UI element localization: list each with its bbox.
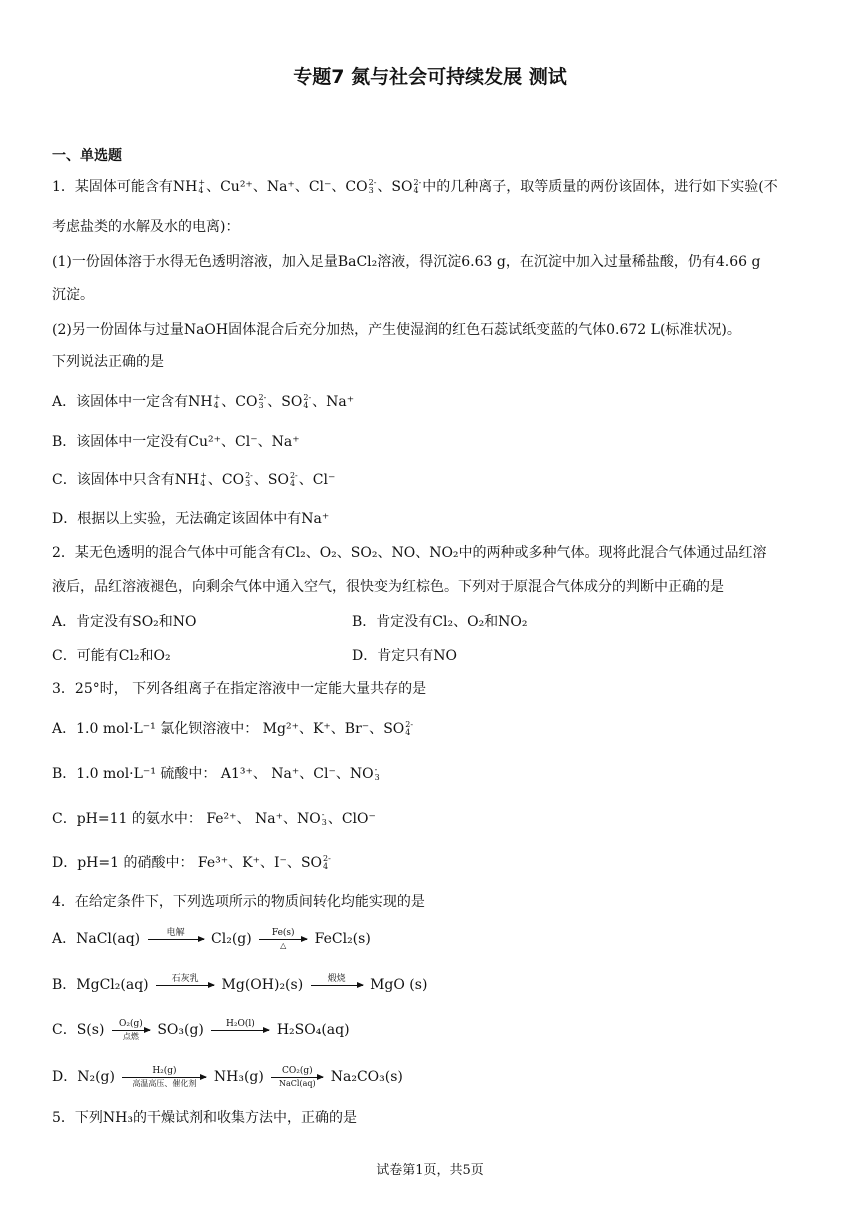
q1-option-a[interactable]: A．该固体中一定含有NH + 4 、CO 2- 3 、SO 2- 4 、Na⁺ <box>52 393 355 410</box>
ion-co3: CO 2- 3 <box>221 471 253 488</box>
section-heading: 一、单选题 <box>52 148 122 164</box>
q3-option-c[interactable]: C．pH=11 的氨水中： Fe²⁺、 Na⁺、NO - 3 、ClO⁻ <box>52 810 376 827</box>
q1-option-b[interactable]: B．该固体中一定没有Cu²⁺、Cl⁻、Na⁺ <box>52 434 300 450</box>
ion-cl: Cl⁻ <box>308 179 332 195</box>
reaction-arrow: 电解 <box>148 928 204 950</box>
q4-option-b[interactable]: B．MgCl₂(aq) 石灰乳 Mg(OH)₂(s) 煅烧 MgO (s) <box>52 974 427 996</box>
q1-option-c[interactable]: C．该固体中只含有NH + 4 、CO 2- 3 、SO 2- 4 、Cl⁻ <box>52 471 336 488</box>
ion-co3: CO 2- 3 <box>345 178 377 195</box>
ion-cu: Cu²⁺ <box>220 179 253 195</box>
ion-so4: SO 2- 4 <box>267 471 298 488</box>
q2-stem-line2: 液后，品红溶液褪色，向剩余气体中通入空气，很快变为红棕色。下列对于原混合气体成分的判断中正确的是 <box>52 579 724 595</box>
reaction-arrow: 煅烧 <box>311 974 363 996</box>
reaction-arrow: H₂(g) 高温高压、催化剂 <box>122 1066 206 1088</box>
q2-option-d[interactable]: D．肯定只有NO <box>352 648 457 664</box>
ion-so4: SO 2- 4 <box>281 393 312 410</box>
q1-stem-b: 中的几种离子，取等质量的两份该固体，进行如下实验(不 <box>422 179 778 195</box>
ion-so4: SO 2- 4 <box>383 720 414 737</box>
q2-stem-line1: 2．某无色透明的混合气体中可能含有Cl₂、O₂、SO₂、NO、NO₂中的两种或多种气体。现将此混合气体通过品红溶 <box>52 545 767 561</box>
q1-stem-a: 1．某固体可能含有 <box>52 179 173 195</box>
q3-option-b[interactable]: B．1.0 mol·L⁻¹ 硫酸中： A1³⁺、 Na⁺、Cl⁻、NO - 3 <box>52 765 380 782</box>
ion-na: Na⁺ <box>266 179 295 195</box>
q1-stem-line4: 沉淀。 <box>52 287 94 303</box>
q4-option-d[interactable]: D．N₂(g) H₂(g) 高温高压、催化剂 NH₃(g) CO₂(g) NaCl(aq) Na₂CO₃(s) <box>52 1066 403 1088</box>
page-title: 专题7 氮与社会可持续发展 测试 <box>293 66 567 88</box>
reaction-arrow: 石灰乳 <box>156 974 214 996</box>
q2-option-b[interactable]: B．肯定没有Cl₂、O₂和NO₂ <box>352 614 528 630</box>
reaction-arrow: CO₂(g) NaCl(aq) <box>271 1066 323 1088</box>
reaction-arrow: H₂O(l) <box>211 1019 269 1041</box>
q1-stem-line1: 1．某固体可能含有NH + 4 、Cu²⁺、Na⁺、Cl⁻、CO 2- 3 、SO 2- 4 中的几种离子，取等质量的两份该固体，进行如下实验(不 <box>52 178 778 195</box>
q1-stem-line5: (2)另一份固体与过量NaOH固体混合后充分加热，产生使湿润的红色石蕊试纸变蓝的气体0.672 L(标准状况)。 <box>52 322 741 338</box>
ion-nh4: NH + 4 <box>174 471 207 488</box>
q5-stem: 5．下列NH₃的干燥试剂和收集方法中，正确的是 <box>52 1110 357 1126</box>
ion-nh4: NH + 4 <box>188 393 221 410</box>
ion-nh4: NH + 4 <box>172 178 206 195</box>
q1-option-d[interactable]: D．根据以上实验，无法确定该固体中有Na⁺ <box>52 511 330 527</box>
ion-so4: SO 2- 4 <box>391 178 422 195</box>
q2-option-c[interactable]: C．可能有Cl₂和O₂ <box>52 648 171 664</box>
q4-option-c[interactable]: C．S(s) O₂(g) 点燃 SO₃(g) H₂O(l) H₂SO₄(aq) <box>52 1019 350 1041</box>
q1-stem-line3: (1)一份固体溶于水得无色透明溶液，加入足量BaCl₂溶液，得沉淀6.63 g，在沉淀中加入过量稀盐酸，仍有4.66 g <box>52 254 761 270</box>
ion-so4: SO 2- 4 <box>300 854 331 871</box>
reaction-arrow: Fe(s) △ <box>259 928 307 950</box>
q1-stem-line6: 下列说法正确的是 <box>52 354 164 370</box>
reaction-arrow: O₂(g) 点燃 <box>112 1019 150 1041</box>
q2-option-a[interactable]: A．肯定没有SO₂和NO <box>52 614 197 630</box>
page-footer: 试卷第1页，共5页 <box>376 1163 484 1178</box>
q3-option-d[interactable]: D．pH=1 的硝酸中： Fe³⁺、K⁺、I⁻、SO 2- 4 <box>52 854 331 871</box>
ion-no3: NO - 3 <box>297 810 327 827</box>
q3-option-a[interactable]: A．1.0 mol·L⁻¹ 氯化钡溶液中： Mg²⁺、K⁺、Br⁻、SO 2- 4 <box>52 720 414 737</box>
q3-stem: 3．25°时， 下列各组离子在指定溶液中一定能大量共存的是 <box>52 681 427 697</box>
ion-co3: CO 2- 3 <box>235 393 267 410</box>
q4-stem: 4．在给定条件下，下列选项所示的物质间转化均能实现的是 <box>52 894 425 910</box>
q1-stem-line2: 考虑盐类的水解及水的电离)： <box>52 219 240 235</box>
ion-no3: NO - 3 <box>349 765 380 782</box>
q4-option-a[interactable]: A．NaCl(aq) 电解 Cl₂(g) Fe(s) △ FeCl₂(s) <box>52 928 371 950</box>
